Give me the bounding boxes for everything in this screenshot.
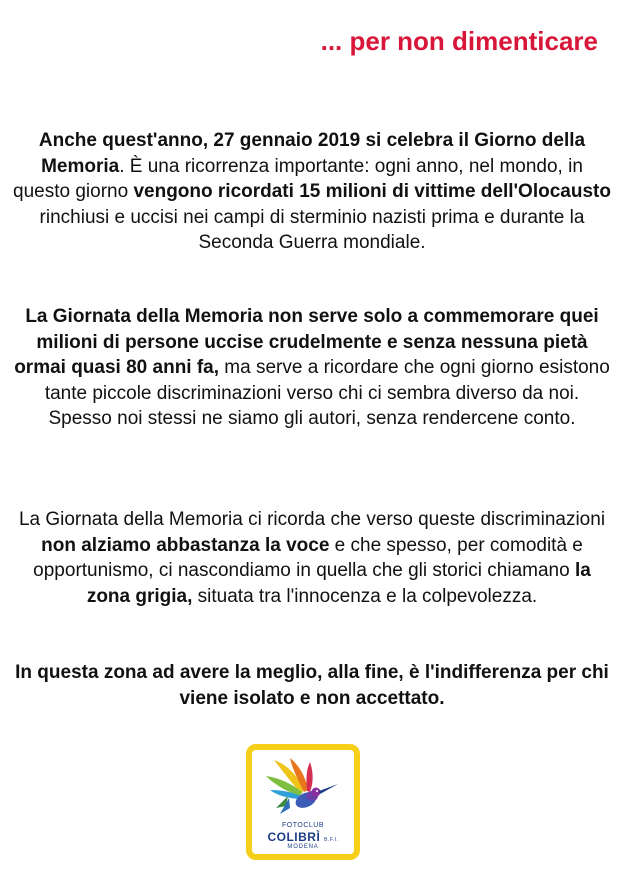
text-run: rinchiusi e uccisi nei campi di sterminio nazisti prima e durante la Seconda Guerra mondiale. (39, 206, 585, 253)
text-run: la zona grigia, (86, 560, 591, 607)
logo-name (252, 830, 354, 844)
fotoclub-logo (246, 744, 360, 860)
page-title: ... per non dimenticare (320, 26, 598, 56)
text-run: non alziamo abbastanza la voce (41, 534, 330, 556)
text-run: La Giornata della Memoria ci ricorda che verso queste discriminazioni (18, 509, 606, 530)
text-run: Anche quest'anno, 27 gennaio 2019 si celebra il Giorno della Memoria (38, 130, 586, 177)
text-run: . È una ricorrenza importante: ogni anno, nel mondo, in questo giorno (13, 155, 583, 202)
text-run: situata tra l'innocenza e la colpevolezza. (192, 585, 538, 607)
paragraph-2 (12, 304, 612, 432)
logo-name-text: COLIBRÌ (267, 830, 321, 844)
text-run: e che spesso, per comodità e opportunismo, ci nascondiamo in quella che gli storici chiamano (33, 534, 583, 581)
text-run: In questa zona ad avere la meglio, alla fine, è l'indifferenza per chi viene isolato e non accettato. (15, 662, 609, 709)
text-run: La Giornata della Memoria non serve solo a commemorare quei milioni di persone uccise crudelmente e senza nessuna pietà ormai quasi 80 anni fa, (14, 306, 599, 378)
paragraph-1 (12, 128, 612, 256)
text-run: vengono ricordati 15 milioni di vittime dell'Olocausto (133, 181, 611, 202)
logo-top-text: FOTOCLUB (282, 822, 324, 829)
logo-suffix: B.F.I. (324, 837, 339, 843)
text-run: ma serve a ricordare che ogni giorno esistono tante piccole discriminazioni verso chi ci sembra diverso da noi. Spesso noi stessi ne siamo gli autori, senza rendercene conto. (44, 357, 610, 429)
paragraph-3 (12, 507, 612, 609)
paragraph-4 (12, 660, 612, 711)
logo-city: MODENA (287, 844, 319, 850)
